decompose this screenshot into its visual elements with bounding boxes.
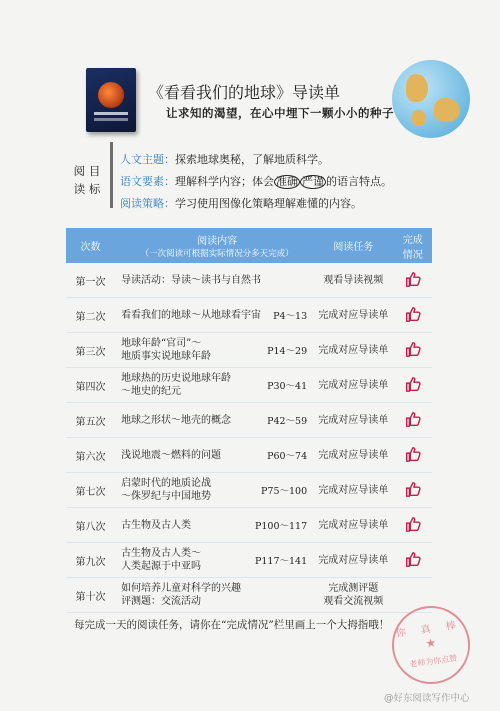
row-num: 第七次 — [66, 473, 115, 508]
done-cell[interactable] — [393, 263, 432, 298]
row-num: 第二次 — [66, 298, 115, 333]
row-num: 第九次 — [66, 543, 115, 578]
header-task: 阅读任务 — [313, 228, 393, 263]
row-content: 地球热的历史说地球年龄 ～地史的纪元 P30～41 — [115, 368, 313, 403]
table-row — [66, 368, 432, 403]
thumbs-up-icon — [404, 350, 422, 361]
row-num: 第三次 — [66, 333, 115, 368]
row-content: 看看我们的地球～从地球看宇宙 P4～13 — [115, 298, 313, 333]
thumbs-up-icon — [404, 490, 422, 501]
objective-language: 语文要素：理解科学内容；体会 准确 严谨 的语言特点。 — [120, 175, 392, 188]
row-num: 第八次 — [66, 508, 115, 543]
table-header-row — [66, 228, 432, 263]
circled-word: 严谨 — [302, 175, 324, 188]
book-title-line — [94, 112, 128, 115]
row-task: 完成对应导读单 — [313, 508, 393, 543]
instruction-footer: 每完成一天的阅读任务，请你在“完成情况”栏里画上一个大拇指哦！ — [74, 619, 390, 631]
row-pages: P4～13 — [273, 311, 308, 322]
row-pages: P75～100 — [261, 486, 308, 497]
circled-word: 准确 — [276, 175, 298, 188]
row-task: 观看导读视频 — [313, 263, 393, 298]
row-task: 完成对应导读单 — [313, 298, 393, 333]
row-pages: P30～41 — [267, 381, 308, 392]
page-subtitle: 让求知的渴望，在心中埋下一颗小小的种子 — [166, 106, 394, 120]
row-task: 完成对应导读单 — [313, 438, 393, 473]
row-content: 地球年龄“官司”～ 地质事实说地球年龄 P14～29 — [115, 333, 313, 368]
row-num: 第六次 — [66, 438, 115, 473]
row-pages: P14～29 — [267, 346, 308, 357]
table-row — [66, 333, 432, 368]
done-cell[interactable] — [393, 473, 432, 508]
table-row — [66, 298, 432, 333]
page-title: 《看看我们的地球》导读单 — [148, 83, 341, 102]
reading-schedule-table — [66, 228, 432, 613]
objective-humanities: 人文主题：探索地球奥秘，了解地质科学。 — [120, 153, 329, 166]
row-task: 完成测评题 观看交流视频 — [313, 578, 393, 613]
row-pages: P42～59 — [267, 416, 308, 427]
done-cell[interactable] — [393, 298, 432, 333]
globe-icon — [392, 60, 470, 138]
table-row — [66, 578, 432, 613]
row-num: 第十次 — [66, 578, 115, 613]
objectives-divider — [110, 142, 113, 208]
done-cell[interactable] — [393, 508, 432, 543]
table-row — [66, 263, 432, 298]
row-content: 如何培养儿童对科学的兴趣 评测题：交流活动 — [115, 578, 313, 613]
row-num: 第五次 — [66, 403, 115, 438]
row-content: 古生物及古人类～ 人类起源于中亚吗 P117～141 — [115, 543, 313, 578]
star-icon: ★ — [424, 635, 438, 651]
thumbs-up-icon — [404, 455, 422, 466]
thumbs-up-icon — [404, 385, 422, 396]
row-content: 浅说地震～燃料的问题 P60～74 — [115, 438, 313, 473]
praise-stamp: 你 真 棒 ★ 老师为你点赞 — [387, 601, 475, 689]
thumbs-up-icon — [404, 560, 422, 571]
row-content: 古生物及古人类 P100～117 — [115, 508, 313, 543]
thumbs-up-icon — [404, 280, 422, 291]
header-num: 次数 — [66, 228, 115, 263]
row-pages: P117～141 — [254, 556, 308, 567]
done-cell[interactable] — [393, 438, 432, 473]
row-num: 第一次 — [66, 263, 115, 298]
table-row — [66, 543, 432, 578]
header-done: 完成 情况 — [393, 228, 432, 263]
table-row — [66, 438, 432, 473]
row-task: 完成对应导读单 — [313, 543, 393, 578]
done-cell[interactable] — [393, 368, 432, 403]
row-content: 地球之形状～地壳的概念 P42～59 — [115, 403, 313, 438]
thumbs-up-icon — [404, 315, 422, 326]
objective-strategy: 阅读策略：学习使用图像化策略理解难懂的内容。 — [120, 197, 362, 210]
row-pages: P100～117 — [254, 521, 308, 532]
done-cell[interactable] — [393, 543, 432, 578]
row-pages: P60～74 — [267, 451, 308, 462]
table-row — [66, 473, 432, 508]
watermark: @好东阅读写作中心 — [384, 693, 470, 704]
book-cover-image — [86, 68, 136, 132]
thumbs-up-icon — [404, 525, 422, 536]
row-num: 第四次 — [66, 368, 115, 403]
table-row — [66, 508, 432, 543]
table-row — [66, 403, 432, 438]
objectives-label: 阅 目 读 标 — [73, 164, 101, 196]
done-cell[interactable] — [393, 333, 432, 368]
row-task: 完成对应导读单 — [313, 473, 393, 508]
row-content: 导读活动：导读～读书与自然书 — [115, 263, 313, 298]
row-task: 完成对应导读单 — [313, 333, 393, 368]
done-cell[interactable] — [393, 403, 432, 438]
thumbs-up-icon — [404, 420, 422, 431]
row-task: 完成对应导读单 — [313, 403, 393, 438]
row-task: 完成对应导读单 — [313, 368, 393, 403]
book-title-line — [94, 118, 128, 121]
header-content: 阅读内容 （一次阅读可根据实际情况分多天完成） — [115, 228, 313, 263]
row-content: 启蒙时代的地质论战 ～侏罗纪与中国地势 P75～100 — [115, 473, 313, 508]
